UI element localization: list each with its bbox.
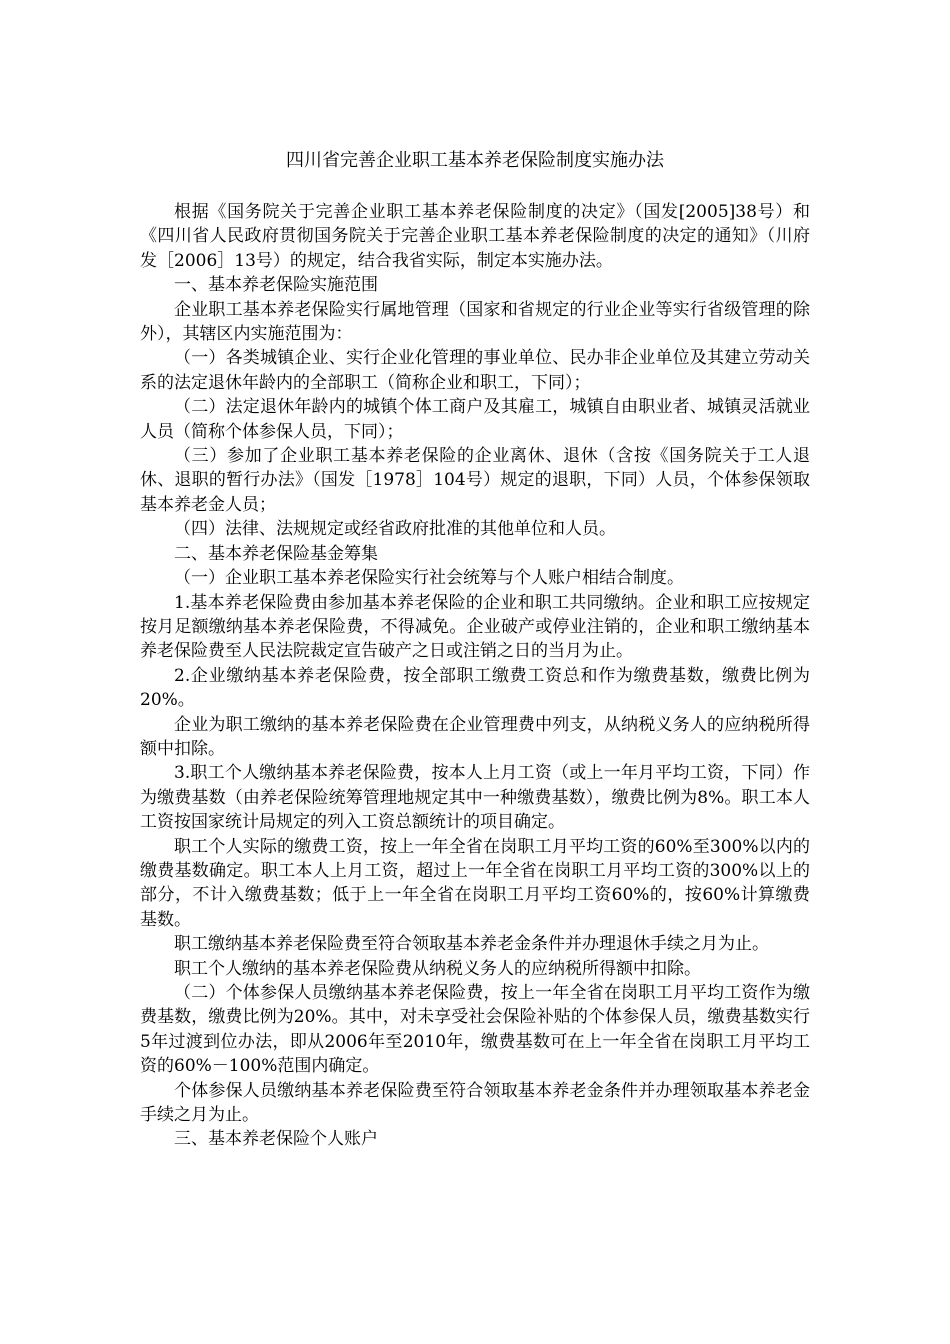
list-item: （四）法律、法规规定或经省政府批准的其他单位和人员。	[174, 519, 616, 540]
paragraph: 2.企业缴纳基本养老保险费，按全部职工缴费工资总和作为缴费基数，缴费比例为20%。	[140, 665, 810, 711]
paragraph: 企业为职工缴纳的基本养老保险费在企业管理费中列支，从纳税义务人的应纳税所得额中扣除。	[140, 714, 810, 759]
paragraph: （二）个体参保人员缴纳基本养老保险费，按上一年全省在岗职工月平均工资作为缴费基数，缴费比例为20%。其中，对未享受社会保险补贴的个体参保人员，缴费基数实行5年过渡到位办法，即从2006年至2010年，缴费基数可在上一年全省在岗职工月平均工资的60%－100%范围内确定。	[140, 983, 810, 1077]
list-item: （二）法定退休年龄内的城镇个体工商户及其雇工，城镇自由职业者、城镇灵活就业人员（简称个体参保人员，下同）；	[140, 397, 810, 442]
paragraph: 企业职工基本养老保险实行属地管理（国家和省规定的行业企业等实行省级管理的除外），其辖区内实施范围为：	[140, 299, 810, 345]
list-item: （一）各类城镇企业、实行企业化管理的事业单位、民办非企业单位及其建立劳动关系的法定退休年龄内的全部职工（简称企业和职工，下同）；	[140, 348, 810, 393]
paragraph-preamble: 根据《国务院关于完善企业职工基本养老保险制度的决定》（国发[2005]38号）和《四川省人民政府贯彻国务院关于完善企业职工基本养老保险制度的决定的通知》（川府发［2006］13号）的规定，结合我省实际，制定本实施办法。	[140, 202, 810, 271]
paragraph: 3.职工个人缴纳基本养老保险费，按本人上月工资（或上一年月平均工资，下同）作为缴费基数（由养老保险统筹管理地规定其中一种缴费基数），缴费比例为8%。职工本人工资按国家统计局规定的列入工资总额统计的项目确定。	[140, 763, 810, 833]
subsection-heading: （一）企业职工基本养老保险实行社会统筹与个人账户相结合制度。	[174, 568, 684, 589]
list-item: （三）参加了企业职工基本养老保险的企业离休、退休（含按《国务院关于工人退休、退职的暂行办法》（国发［1978］104号）规定的退职，下同）人员，个体参保领取基本养老金人员；	[140, 446, 810, 515]
section-heading-2: 二、基本养老保险基金筹集	[174, 543, 378, 564]
document-title: 四川省完善企业职工基本养老保险制度实施办法	[286, 150, 664, 171]
paragraph: 职工缴纳基本养老保险费至符合领取基本养老金条件并办理退休手续之月为止。	[174, 934, 769, 955]
section-heading-1: 一、基本养老保险实施范围	[174, 275, 378, 296]
paragraph: 个体参保人员缴纳基本养老保险费至符合领取基本养老金条件并办理领取基本养老金手续之月为止。	[140, 1080, 810, 1126]
section-heading-3: 三、基本养老保险个人账户	[174, 1129, 378, 1150]
paragraph: 职工个人实际的缴费工资，按上一年全省在岗职工月平均工资的60%至300%以内的缴费基数确定。职工本人上月工资，超过上一年全省在岗职工月平均工资的300%以上的部分，不计入缴费基数；低于上一年全省在岗职工月平均工资60%的，按60%计算缴费基数。	[140, 836, 810, 930]
paragraph: 1.基本养老保险费由参加基本养老保险的企业和职工共同缴纳。企业和职工应按规定按月足额缴纳基本养老保险费，不得减免。企业破产或停业注销的，企业和职工缴纳基本养老保险费至人民法院裁定宣告破产之日或注销之日的当月为止。	[140, 592, 810, 662]
paragraph: 职工个人缴纳的基本养老保险费从纳税义务人的应纳税所得额中扣除。	[174, 958, 701, 979]
document-body	[140, 200, 810, 1152]
